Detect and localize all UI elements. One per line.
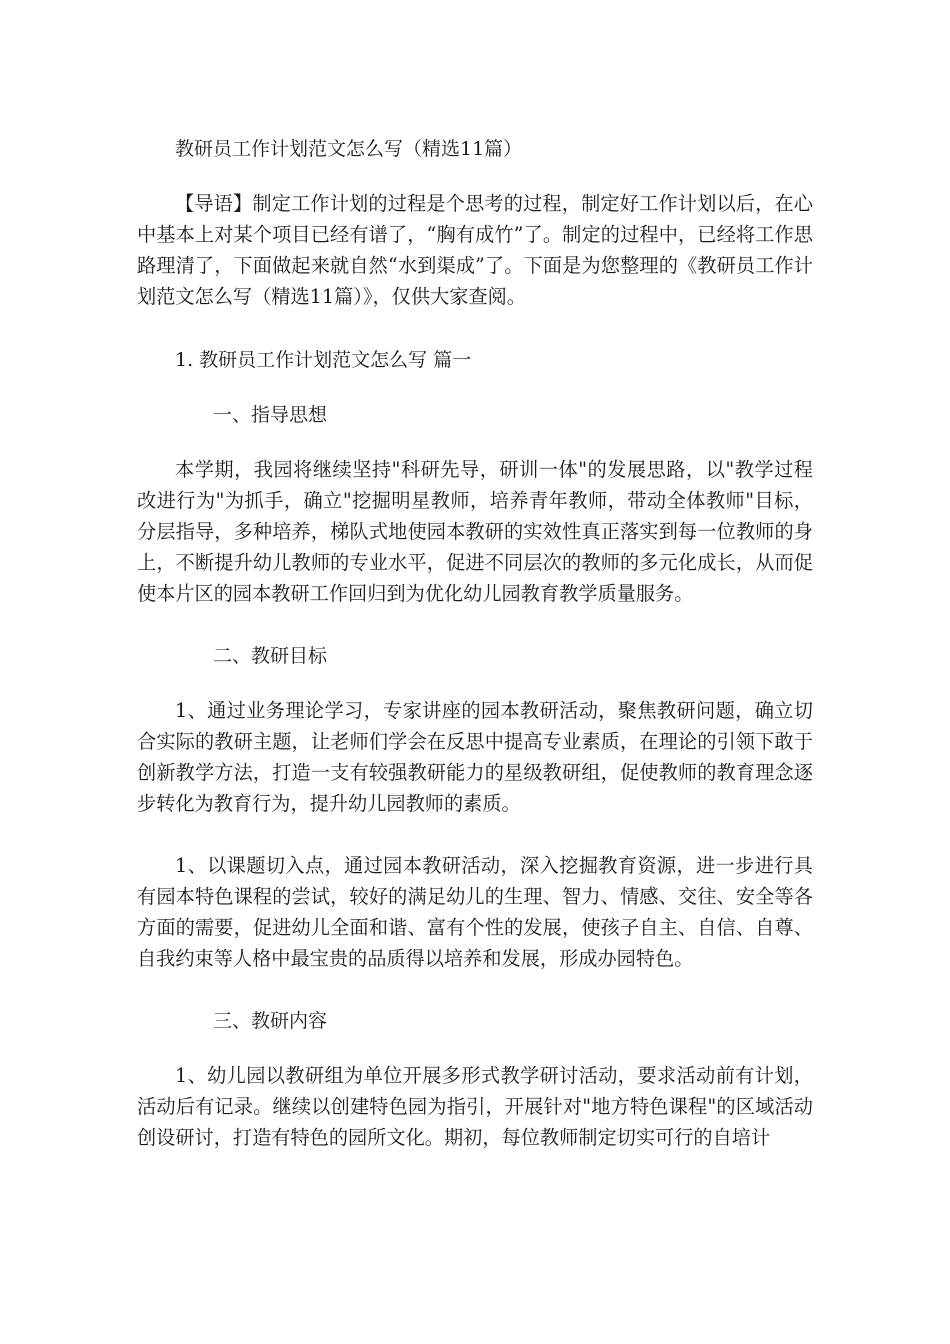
intro-paragraph: 【导语】制定工作计划的过程是个思考的过程，制定好工作计划以后，在心中基本上对某个项目已经有谱了，“胸有成竹”了。制定的过程中，已经将工作思路理清了，下面做起来就自然“水到渠成”了。下面是为您整理的《教研员工作计划范文怎么写（精选11篇）》，仅供大家查阅。 [137, 192, 813, 308]
document-title: 教研员工作计划范文怎么写（精选11篇） [175, 138, 523, 160]
research-goals-paragraph-1: 1、通过业务理论学习，专家讲座的园本教研活动，聚焦教研问题，确立切合实际的教研主题，让老师们学会在反思中提高专业素质，在理论的引领下敢于创新教学方法，打造一支有较强教研能力的星级教研组，促使教师的教育理念逐步转化为教育行为，提升幼儿园教师的素质。 [137, 699, 813, 815]
section-heading-research-content: 三、教研内容 [213, 1010, 328, 1032]
guiding-ideology-paragraph: 本学期，我园将继续坚持"科研先导，研训一体"的发展思路，以"教学过程改进行为"为抓手，确立"挖掘明星教师，培养青年教师，带动全体教师"目标，分层指导，多种培养，梯队式地使园本教研的实效性真正落实到每一位教师的身上，不断提升幼儿教师的专业水平，促进不同层次的教师的多元化成长，从而促使本片区的园本教研工作回归到为优化幼儿园教育教学质量服务。 [137, 458, 813, 605]
research-content-paragraph-1: 1、幼儿园以教研组为单位开展多形式教学研讨活动，要求活动前有计划，活动后有记录。继续以创建特色园为指引，开展针对"地方特色课程"的区域活动创设研讨，打造有特色的园所文化。期初，每位教师制定切实可行的自培计 [137, 1064, 813, 1149]
section-heading-guiding-ideology: 一、指导思想 [213, 404, 328, 426]
article-heading: 1. 教研员工作计划范文怎么写 篇一 [175, 349, 472, 371]
research-goals-paragraph-2: 1、以课题切入点，通过园本教研活动，深入挖掘教育资源，进一步进行具有园本特色课程的尝试，较好的满足幼儿的生理、智力、情感、交往、安全等各方面的需要，促进幼儿全面和谐、富有个性的发展，使孩子自主、自信、自尊、自我约束等人格中最宝贵的品质得以培养和发展，形成办园特色。 [137, 854, 813, 970]
section-heading-research-goals: 二、教研目标 [213, 645, 328, 667]
